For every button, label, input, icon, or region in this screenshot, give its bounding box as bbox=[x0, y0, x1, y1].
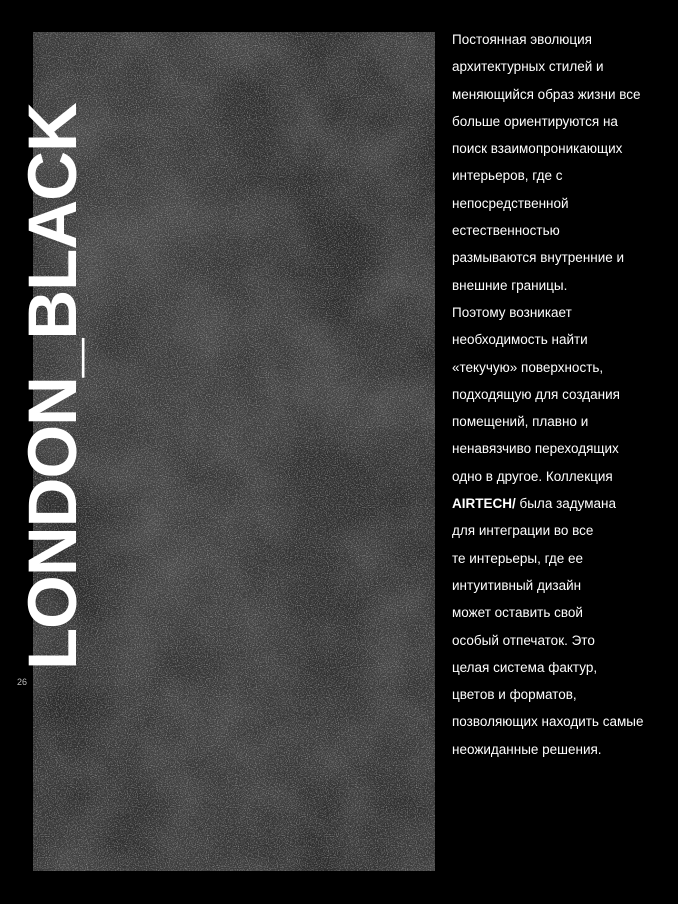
text-line: особый отпечаток. Это bbox=[452, 632, 595, 648]
text-line: «текучую» поверхность, bbox=[452, 359, 604, 375]
text-line: необходимость найти bbox=[452, 332, 588, 348]
text-line: помещений, плавно и bbox=[452, 414, 589, 430]
text-line: целая система фактур, bbox=[452, 659, 598, 675]
text-line: поиск взаимопроникающих bbox=[452, 141, 623, 157]
text-line: интуитивный дизайн bbox=[452, 577, 582, 593]
stone-texture-image bbox=[33, 32, 435, 871]
text-line: может оставить свой bbox=[452, 605, 583, 621]
text-line: Постоянная эволюция bbox=[452, 32, 592, 47]
text-line: размываются внутренние и bbox=[452, 250, 625, 266]
text-line: внешние границы. bbox=[452, 277, 568, 293]
text-line: архитектурных стилей и bbox=[452, 59, 604, 75]
text-line: одно в другое. Коллекция bbox=[452, 468, 613, 484]
text-line: для интеграции во все bbox=[452, 523, 594, 539]
text-line: Поэтому возникает bbox=[452, 304, 572, 320]
brand-name: AIRTECH/ bbox=[452, 496, 516, 512]
text-line: непосредственной bbox=[452, 195, 569, 211]
text-line: подходящую для создания bbox=[452, 386, 620, 402]
text-line: интерьеров, где с bbox=[452, 168, 563, 184]
stone-speckle-pattern bbox=[33, 32, 435, 871]
text-line: те интерьеры, где ее bbox=[452, 550, 584, 566]
page-number: 26 bbox=[17, 677, 28, 687]
description-text bbox=[452, 26, 666, 763]
text-line: больше ориентируются на bbox=[452, 113, 618, 129]
text-line: неожиданные решения. bbox=[452, 741, 602, 757]
text-line: ненавязчиво переходящих bbox=[452, 441, 619, 457]
brand-line bbox=[452, 490, 666, 517]
text-line: меняющийся образ жизни все bbox=[452, 86, 641, 102]
text-line: позволяющих находить самые bbox=[452, 714, 644, 730]
text-line: естественностью bbox=[452, 223, 560, 239]
text-line: цветов и форматов, bbox=[452, 687, 577, 703]
brand-line-rest: была задумана bbox=[515, 496, 616, 512]
collection-title: LONDON_BLACK bbox=[14, 103, 91, 670]
